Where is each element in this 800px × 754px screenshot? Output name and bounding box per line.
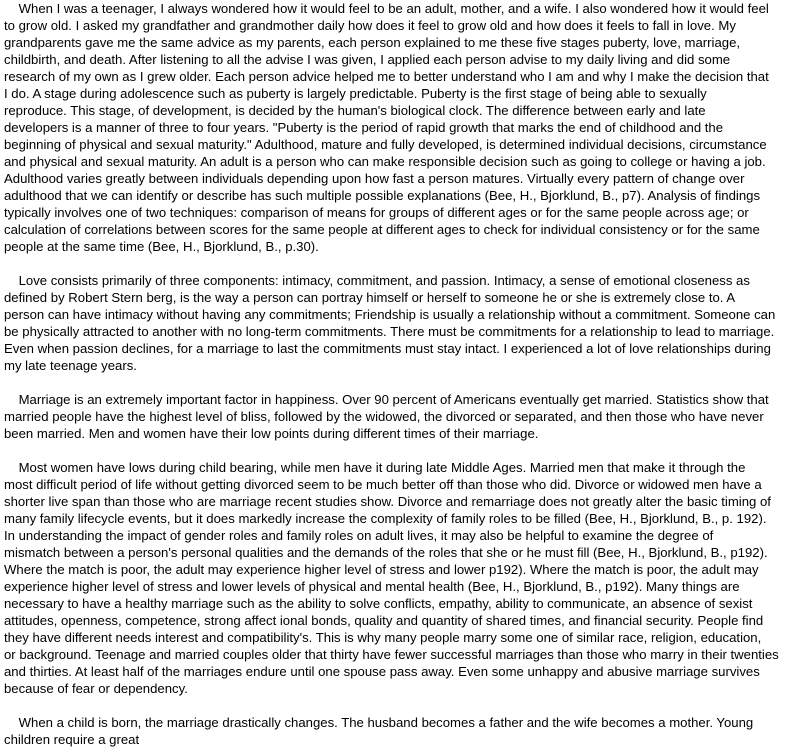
text-line: my late teenage years.: [4, 358, 137, 373]
text-line: children require a great: [4, 732, 140, 747]
text-line: attitudes, openness, competence, strong affect ional bonds, quality and quantity of shared times, and financial security. People find: [4, 613, 764, 628]
text-line: adulthood that we can identify or describe has such multiple possible explanations (Bee, H., Bjorklund, B., p7). Analysis of findings: [4, 188, 761, 203]
text-line: typically involves one of two techniques: comparison of means for groups of different ages or for the same people across age; or: [4, 205, 749, 220]
text-line: or background. Teenage and married couples older that thirty have fewer successful marriages than those who marry in their twenties: [4, 647, 779, 662]
essay-document: [4, 0, 796, 748]
text-line: research of my own as I grew older. Each person advice helped me to better understand who I am and why I make the decision that: [4, 69, 769, 84]
text-line: I do. A stage during adolescence such as puberty is largely predictable. Puberty is the first stage of being able to sexually: [4, 86, 707, 101]
text-line: necessary to have a healthy marriage such as the ability to solve conflicts, empathy, ability to communicate, an absence of sexist: [4, 596, 753, 611]
text-line: reproduce. This stage, of development, is decided by the human's biological clock. The difference between early and late: [4, 103, 706, 118]
text-line: be physically attracted to another with no long-term commitments. There must be commitments for a relationship to lead to marriage.: [4, 324, 775, 339]
paragraph-love: [4, 272, 796, 374]
text-line: they have different needs interest and compatibility's. This is why many people marry some one of similar race, religion, education,: [4, 630, 762, 645]
text-line: mismatch between a person's personal qualities and the demands of the roles that she or he must fill (Bee, H., Bjorklund, B., p192).: [4, 545, 768, 560]
paragraph-childbirth: [4, 714, 796, 748]
text-line: been married. Men and women have their low points during different times of their marriage.: [4, 426, 539, 441]
text-line: and physical and sexual maturity. An adult is a person who can make responsible decision such as going to college or having a job.: [4, 154, 766, 169]
text-line: most difficult period of life without getting divorced seem to be much better off than those who did. Divorce or widowed men have a: [4, 477, 762, 492]
text-line: to grow old. I asked my grandfather and grandmother daily how does it feel to grow old and how does it feels to fall in love. My: [4, 18, 736, 33]
text-line: Love consists primarily of three components: intimacy, commitment, and passion. Intimacy, a sense of emotional closeness as: [4, 273, 750, 288]
text-line: many family lifecycle events, but it does markedly increase the complexity of family roles to be filled (Bee, H., Bjorklund, B., p. 192).: [4, 511, 767, 526]
text-line: because of fear or dependency.: [4, 681, 188, 696]
text-line: people at the same time (Bee, H., Bjorklund, B., p.30).: [4, 239, 319, 254]
paragraph-lows-and-roles: [4, 459, 796, 697]
text-line: Marriage is an extremely important factor in happiness. Over 90 percent of Americans eventually get married. Statistics show that: [4, 392, 769, 407]
text-line: defined by Robert Stern berg, is the way a person can portray himself or herself to someone he or she is extremely close to. A: [4, 290, 736, 305]
text-line: Adulthood varies greatly between individuals depending upon how fast a person matures. Virtually every pattern of change over: [4, 171, 745, 186]
text-line: person can have intimacy without having any commitments; Friendship is usually a relationship without a commitment. Someone can: [4, 307, 776, 322]
text-line: When a child is born, the marriage drastically changes. The husband becomes a father and the wife becomes a mother. Young: [4, 715, 754, 730]
text-line: grandparents gave me the same advice as my parents, each person explained to me these five stages puberty, love, marriage,: [4, 35, 741, 50]
text-line: married people have the highest level of bliss, followed by the widowed, the divorced or separated, and then those who have never: [4, 409, 764, 424]
text-line: Most women have lows during child bearing, while men have it during late Middle Ages. Married men that make it through the: [4, 460, 746, 475]
text-line: and thirties. At least half of the marriages endure until one spouse pass away. Even some unhappy and abusive marriage survives: [4, 664, 760, 679]
text-line: shorter live span than those who are marriage recent studies show. Divorce and remarriage does not greatly alter the basic timing of: [4, 494, 771, 509]
paragraph-marriage: [4, 391, 796, 442]
text-line: In understanding the impact of gender roles and family roles on adult lives, it may also be helpful to examine the degree of: [4, 528, 714, 543]
text-line: experience higher level of stress and lower levels of physical and mental health (Bee, H., Bjorklund, B., p192). Many things are: [4, 579, 740, 594]
text-line: When I was a teenager, I always wondered how it would feel to be an adult, mother, and a wife. I also wondered how it would feel: [4, 1, 769, 16]
text-line: beginning of physical and sexual maturity." Adulthood, mature and fully developed, is determined individual decisions, circumstance: [4, 137, 767, 152]
text-line: developers is a manner of three to four years. "Puberty is the period of rapid growth that marks the end of childhood and the: [4, 120, 724, 135]
text-line: Even when passion declines, for a marriage to last the commitments must stay intact. I experienced a lot of love relationships during: [4, 341, 771, 356]
paragraph-growing-up: [4, 0, 796, 255]
text-line: childbirth, and death. After listening to all the advise I was given, I applied each person advise to my daily living and did some: [4, 52, 731, 67]
text-line: Where the match is poor, the adult may experience higher level of stress and lower p192). Where the match is poor, the adult may: [4, 562, 759, 577]
text-line: calculation of correlations between scores for the same people at different ages to check for individual consistency or for the same: [4, 222, 760, 237]
